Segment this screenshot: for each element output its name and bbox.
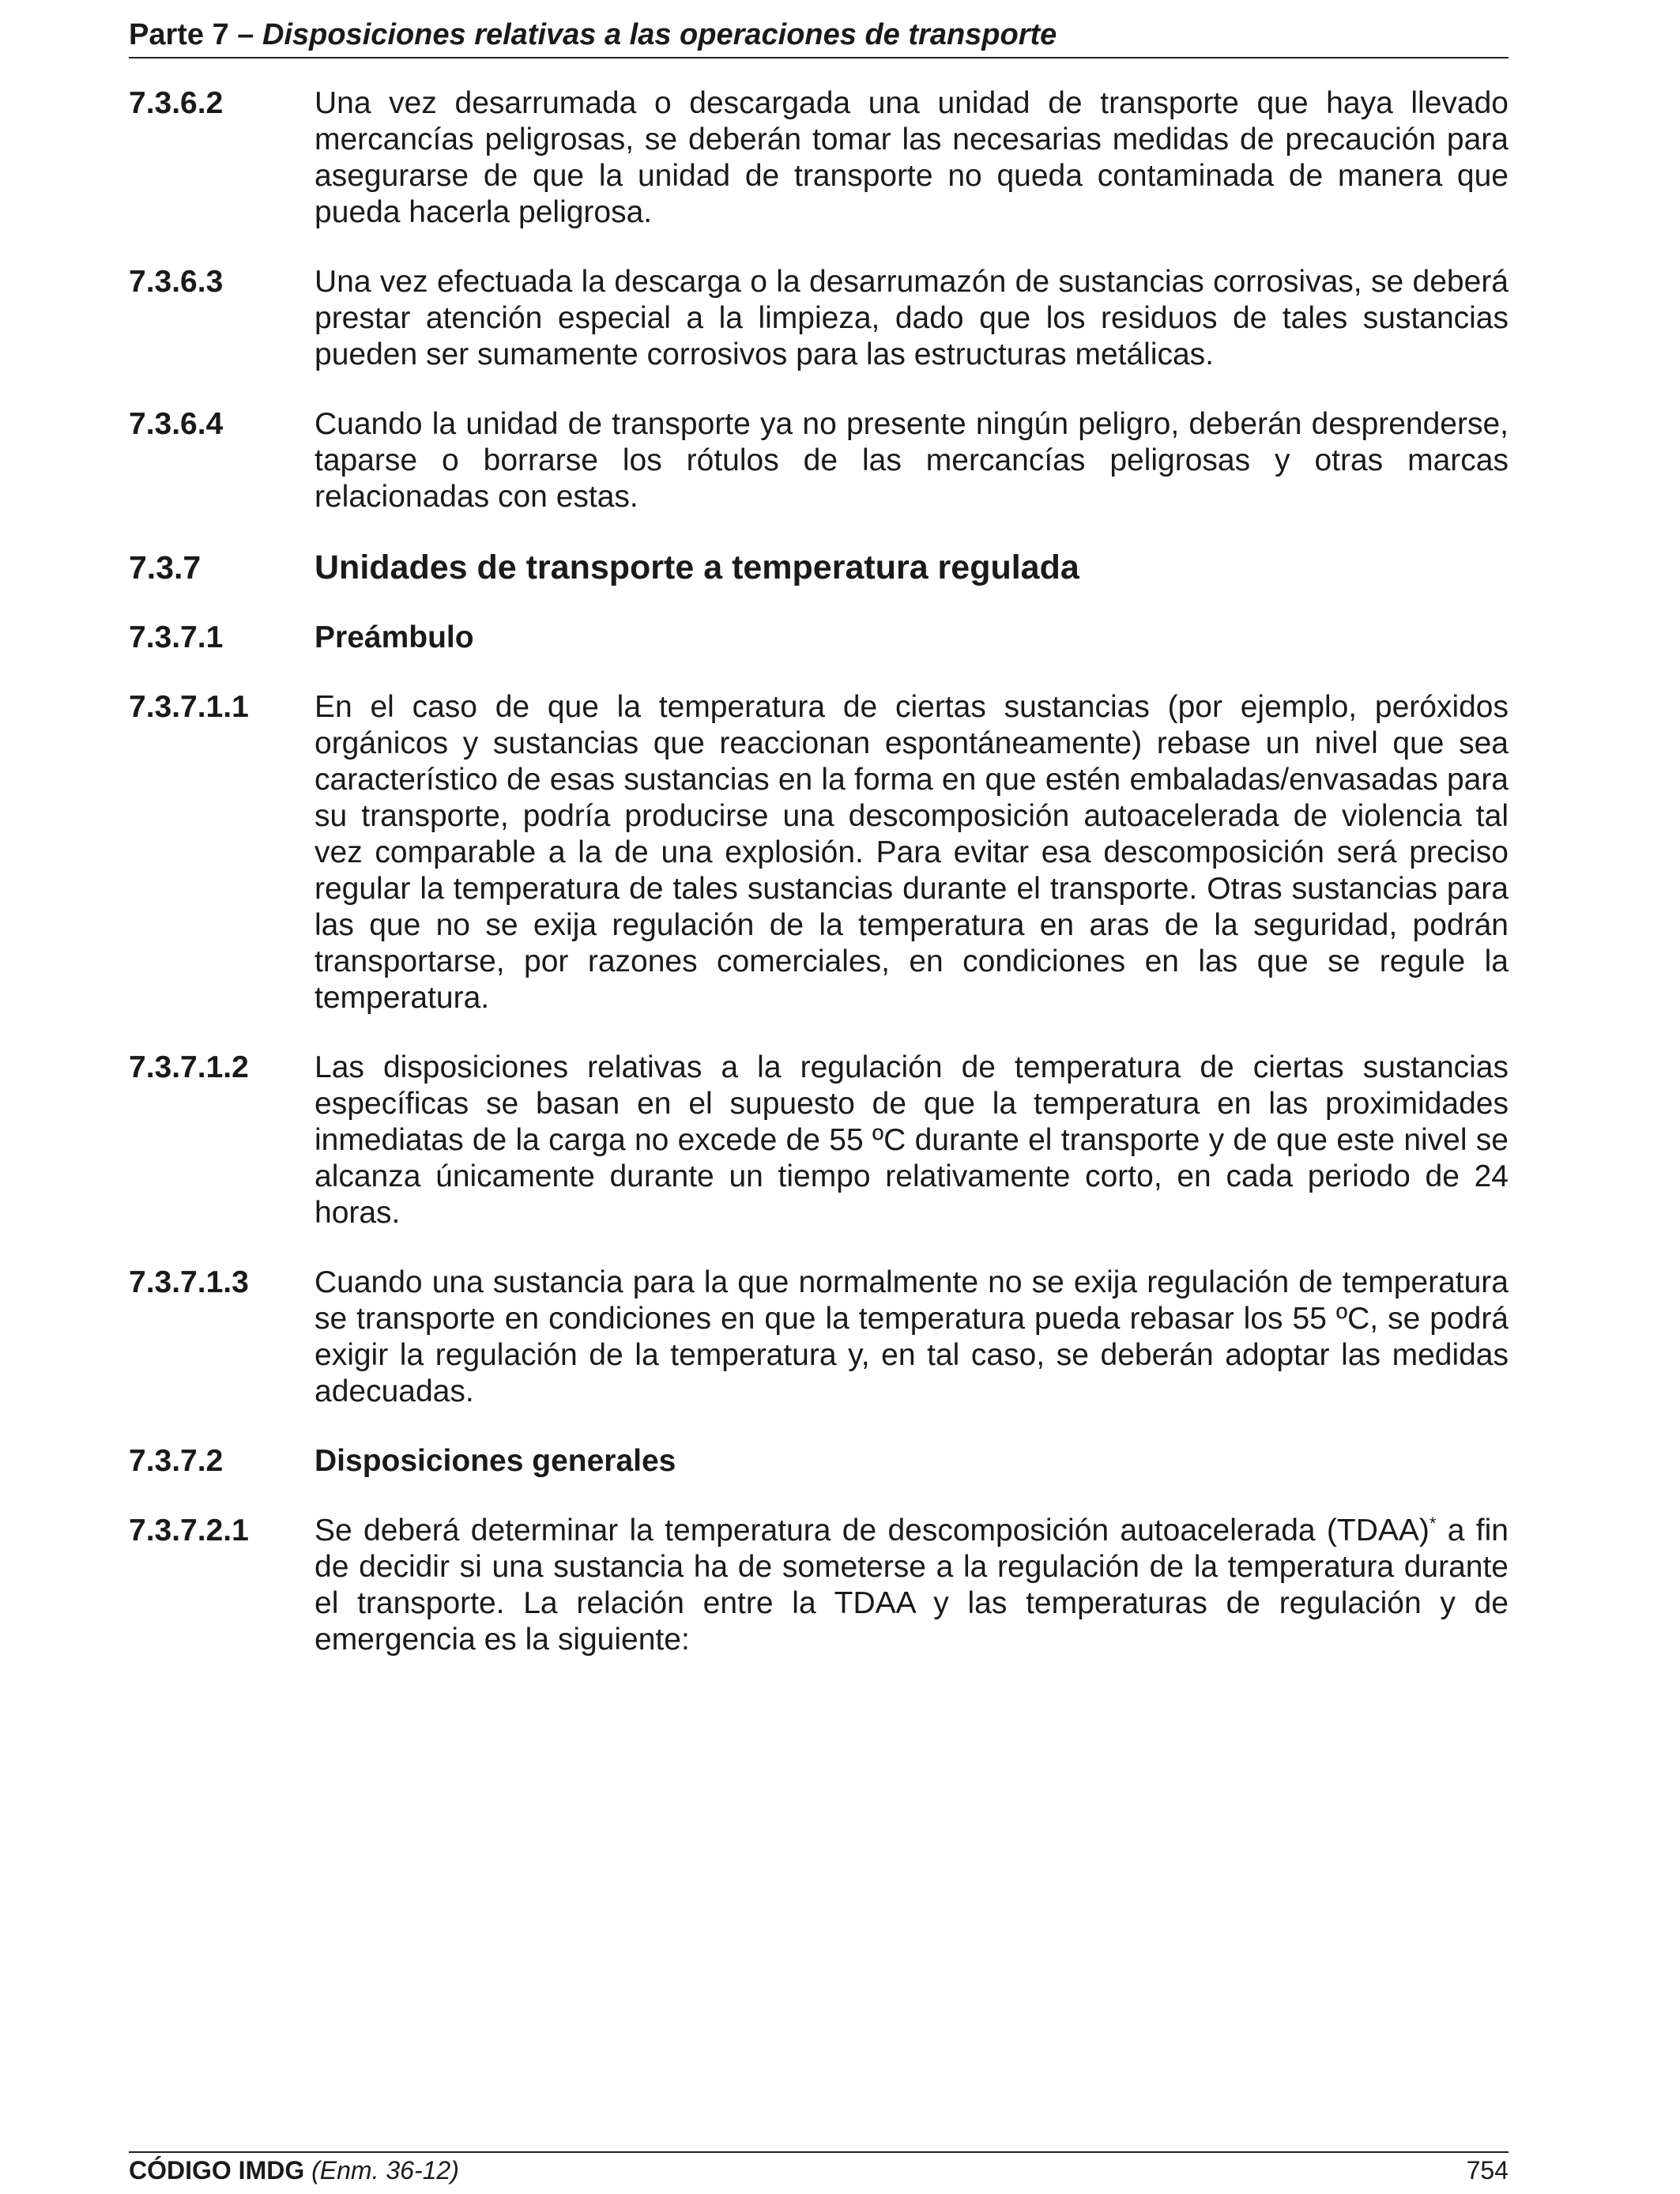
page-number: 754	[1466, 2156, 1509, 2185]
paragraph-text: Cuando la unidad de transporte ya no presente ningún peligro, deberán desprenderse, taparse o borrarse los rótulos de las mercancías peligrosas y otras marcas relacionadas con estas.	[315, 407, 1509, 514]
footnote-marker[interactable]: *	[1429, 1514, 1437, 1533]
paragraph-number: 7.3.6.2	[129, 86, 224, 120]
paragraph-7-3-6-4	[129, 406, 1509, 515]
subsection-heading-7-3-7-1	[129, 620, 1509, 656]
footer-edition: (Enm. 36-12)	[311, 2156, 459, 2185]
paragraph-number: 7.3.6.3	[129, 265, 224, 299]
paragraph-number: 7.3.7.1.2	[129, 1050, 249, 1084]
paragraph-text: Las disposiciones relativas a la regulación de temperatura de ciertas sustancias específicas se basan en el supuesto de que la temperatura en las proximidades inmediatas de la carga no excede de 55 ºC durante el transporte y de que este nivel se alcanza únicamente durante un tiempo relativamente corto, en cada periodo de 24 horas.	[315, 1050, 1509, 1230]
paragraph-number: 7.3.6.4	[129, 407, 224, 441]
page-header	[129, 13, 1509, 58]
section-heading-7-3-7	[129, 548, 1509, 586]
paragraph-text: Una vez efectuada la descarga o la desarrumazón de sustancias corrosivas, se deberá prestar atención especial a la limpieza, dado que los residuos de tales sustancias pueden ser sumamente corrosivos para las estructuras metálicas.	[315, 265, 1509, 371]
paragraph-7-3-6-2	[129, 85, 1509, 231]
footer-code: CÓDIGO IMDG	[129, 2156, 305, 2185]
paragraph-text	[315, 1513, 1509, 1658]
subsection-number: 7.3.7.2	[129, 1444, 224, 1478]
paragraph-number: 7.3.7.2.1	[129, 1514, 249, 1547]
paragraph-text-part: Se deberá determinar la temperatura de descomposición autoacelerada (TDAA)	[315, 1514, 1430, 1547]
paragraph-number: 7.3.7.1.3	[129, 1265, 249, 1299]
paragraph-text: En el caso de que la temperatura de ciertas sustancias (por ejemplo, peróxidos orgánicos y sustancias que reaccionan espontáneamente) rebase un nivel que sea característico de esas sustancias en la forma en que estén embaladas/envasadas para su transporte, podría producirse una descomposición autoacelerada de violencia tal vez comparable a la de una explosión. Para evitar esa descomposición será preciso regular la temperatura de tales sustancias durante el transporte. Otras sustancias para las que no se exija regulación de la temperatura en aras de la seguridad, podrán transportarse, por razones comerciales, en condiciones en las que se regule la temperatura.	[315, 690, 1509, 1015]
subsection-title: Disposiciones generales	[315, 1444, 676, 1478]
subsection-heading-7-3-7-2	[129, 1443, 1509, 1480]
header-title: Disposiciones relativas a las operaciones de transporte	[262, 18, 1057, 51]
section-number: 7.3.7	[129, 549, 202, 586]
subsection-title: Preámbulo	[315, 620, 474, 654]
paragraph-text: Una vez desarrumada o descargada una unidad de transporte que haya llevado mercancías peligrosas, se deberán tomar las necesarias medidas de precaución para asegurarse de que la unidad de transporte no queda contaminada de manera que pueda hacerla peligrosa.	[315, 86, 1509, 229]
paragraph-number: 7.3.7.1.1	[129, 690, 249, 724]
paragraph-7-3-6-3	[129, 264, 1509, 373]
document-body	[129, 85, 1509, 1691]
subsection-number: 7.3.7.1	[129, 620, 224, 654]
paragraph-7-3-7-2-1	[129, 1513, 1509, 1658]
page-footer	[129, 2151, 1509, 2188]
paragraph-7-3-7-1-1	[129, 689, 1509, 1016]
paragraph-text: Cuando una sustancia para la que normalmente no se exija regulación de temperatura se transporte en condiciones en que la temperatura pueda rebasar los 55 ºC, se podrá exigir la regulación de la temperatura y, en tal caso, se deberán adoptar las medidas adecuadas.	[315, 1265, 1509, 1408]
paragraph-text-part: a fin de decidir si una sustancia ha de someterse a la regulación de la temperatura durante el transporte. La relación entre la TDAA y las temperaturas de regulación y de emergencia es la siguiente:	[315, 1514, 1509, 1657]
section-title: Unidades de transporte a temperatura regulada	[315, 548, 1079, 586]
paragraph-7-3-7-1-2	[129, 1050, 1509, 1231]
header-part: Parte 7 –	[129, 18, 262, 51]
paragraph-7-3-7-1-3	[129, 1265, 1509, 1410]
